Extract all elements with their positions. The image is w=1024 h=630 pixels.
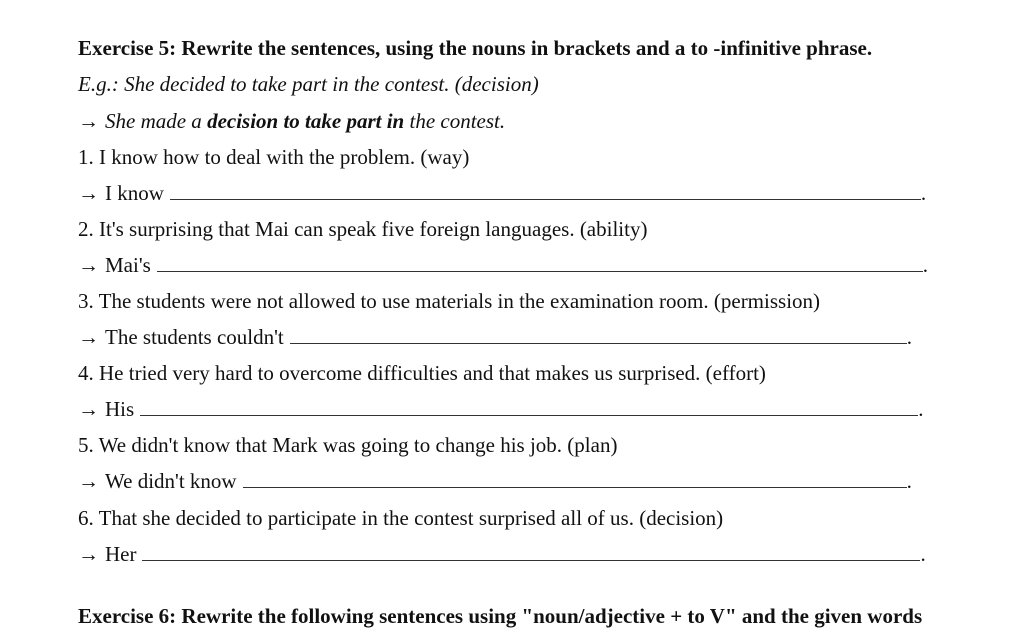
answer-blank-2[interactable] [157, 253, 923, 272]
answer-row-1 [78, 179, 926, 207]
answer-row-6 [78, 540, 926, 568]
answer-end-2: . [922, 253, 929, 277]
exercise-6-title-cutoff: Exercise 6: Rewrite the following sentences using "noun/adjective + to V" and the given words [78, 604, 923, 628]
question-3: 3. The students were not allowed to use materials in the examination room. (permission) [78, 289, 821, 313]
question-2: 2. It's surprising that Mai can speak five foreign languages. (ability) [78, 217, 648, 241]
question-1: 1. I know how to deal with the problem. (way) [78, 145, 470, 169]
example-answer [78, 107, 505, 135]
arrow-icon: → [78, 542, 99, 566]
example-answer-pre: She made a [105, 109, 208, 133]
answer-start-4: His [105, 397, 135, 421]
answer-row-3 [78, 323, 912, 351]
answer-blank-4[interactable] [140, 397, 918, 416]
answer-end-3: . [906, 325, 913, 349]
answer-start-2: Mai's [105, 253, 151, 277]
example-prompt: E.g.: She decided to take part in the contest. (decision) [78, 72, 539, 96]
example-answer-bold: decision to take part in [207, 109, 405, 133]
answer-end-5: . [906, 469, 912, 493]
answer-blank-5[interactable] [243, 469, 907, 488]
question-4: 4. He tried very hard to overcome difficulties and that makes us surprised. (effort) [78, 361, 766, 385]
answer-row-2 [78, 251, 928, 279]
example-answer-post: the contest. [404, 109, 506, 133]
answer-start-6: Her [105, 542, 137, 566]
answer-end-1: . [920, 181, 927, 205]
answer-end-4: . [918, 397, 924, 421]
arrow-icon: → [78, 397, 99, 421]
answer-blank-1[interactable] [170, 181, 921, 200]
answer-row-4 [78, 395, 923, 423]
answer-blank-6[interactable] [142, 542, 920, 561]
answer-row-5 [78, 467, 912, 495]
arrow-icon: → [78, 109, 99, 133]
arrow-icon: → [78, 469, 99, 493]
exercise-title: Exercise 5: Rewrite the sentences, using the nouns in brackets and a to -infinitive phrase. [78, 36, 873, 60]
arrow-icon: → [78, 181, 99, 205]
question-5: 5. We didn't know that Mark was going to change his job. (plan) [78, 433, 618, 457]
question-6: 6. That she decided to participate in the contest surprised all of us. (decision) [78, 506, 724, 530]
answer-blank-3[interactable] [290, 325, 907, 344]
answer-start-1: I know [105, 181, 164, 205]
arrow-icon: → [78, 325, 99, 349]
arrow-icon: → [78, 253, 99, 277]
answer-start-5: We didn't know [105, 469, 237, 493]
answer-start-3: The students couldn't [105, 325, 284, 349]
answer-end-6: . [920, 542, 926, 566]
